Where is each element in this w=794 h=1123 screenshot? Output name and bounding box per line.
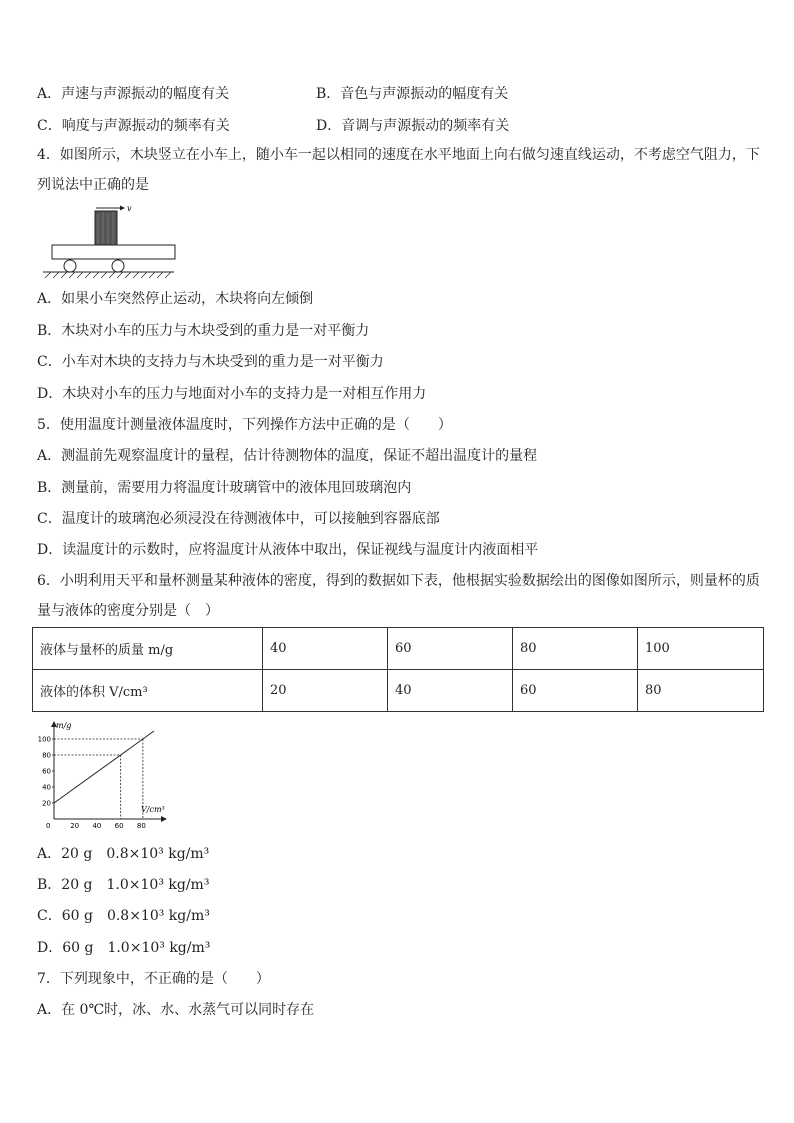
table-cell: 40 xyxy=(388,670,513,712)
q6-option-a: A．20 g 0.8×10³ kg/m³ xyxy=(37,846,210,862)
table-cell: 80 xyxy=(638,670,764,712)
q6-data-table xyxy=(32,627,764,712)
table-cell: 40 xyxy=(263,628,388,670)
graph-y-tick-label: 80 xyxy=(42,751,51,760)
q6-option-c: C．60 g 0.8×10³ kg/m³ xyxy=(37,908,210,924)
table-row xyxy=(33,670,764,712)
cart-block-figure xyxy=(40,204,180,282)
q5-option-a: A．测温前先观察温度计的量程，估计待测物体的温度，保证不超出温度计的量程 xyxy=(37,448,538,464)
table-cell: 100 xyxy=(638,628,764,670)
q5-option-c: C．温度计的玻璃泡必须浸没在待测液体中，可以接触到容器底部 xyxy=(37,511,440,527)
wood-block xyxy=(95,211,117,245)
q3-option-b: B．音色与声源振动的幅度有关 xyxy=(316,86,509,102)
q4-stem: 4．如图所示，木块竖立在小车上，随小车一起以相同的速度在水平地面上向右做匀速直线运动，不考虑空气阻力，下列说法中正确的是 xyxy=(37,147,760,193)
graph-data-line xyxy=(54,731,154,803)
q4-option-c: C．小车对木块的支持力与木块受到的重力是一对平衡力 xyxy=(37,354,384,370)
q7-option-a: A．在 0℃时，冰、水、水蒸气可以同时存在 xyxy=(37,1002,315,1018)
table-cell: 20 xyxy=(263,670,388,712)
q6-option-b: B．20 g 1.0×10³ kg/m³ xyxy=(37,877,210,893)
graph-origin-label: 0 xyxy=(46,822,51,830)
graph-x-tick-label: 40 xyxy=(92,822,102,830)
q5-option-d: D．读温度计的示数时，应将温度计从液体中取出，保证视线与温度计内液面相平 xyxy=(37,542,539,558)
graph-x-axis-label: V/cm³ xyxy=(141,805,165,814)
mass-volume-graph xyxy=(30,719,170,834)
graph-y-tick-label: 60 xyxy=(42,767,51,776)
q3-option-a: A．声速与声源振动的幅度有关 xyxy=(37,86,230,102)
velocity-label: v xyxy=(127,204,132,213)
q3-option-d: D．音调与声源振动的频率有关 xyxy=(316,118,510,134)
table-cell: 60 xyxy=(388,628,513,670)
q5-option-b: B．测量前，需要用力将温度计玻璃管中的液体甩回玻璃泡内 xyxy=(37,480,412,496)
graph-x-tick-label: 80 xyxy=(136,822,146,830)
graph-y-tick-label: 40 xyxy=(42,783,51,792)
cart-wheel-right xyxy=(112,260,124,272)
graph-y-tick-label: 20 xyxy=(42,799,51,808)
graph-y-axis-label: m/g xyxy=(56,721,72,730)
graph-x-tick-label: 20 xyxy=(70,822,80,830)
table-cell: 80 xyxy=(513,628,638,670)
table-row xyxy=(33,628,764,670)
table-row-label: 液体的体积 V/cm³ xyxy=(33,670,263,712)
q7-stem: 7．下列现象中，不正确的是（ ） xyxy=(37,971,270,987)
table-cell: 60 xyxy=(513,670,638,712)
q5-stem: 5．使用温度计测量液体温度时，下列操作方法中正确的是（ ） xyxy=(37,417,452,433)
q4-option-d: D．木块对小车的压力与地面对小车的支持力是一对相互作用力 xyxy=(37,386,427,402)
cart-wheel-left xyxy=(64,260,76,272)
q4-option-b: B．木块对小车的压力与木块受到的重力是一对平衡力 xyxy=(37,323,370,339)
q4-option-a: A．如果小车突然停止运动，木块将向左倾倒 xyxy=(37,291,314,307)
q6-stem: 6．小明利用天平和量杯测量某种液体的密度，得到的数据如下表，他根据实验数据绘出的图像如图所示，则量杯的质量与液体的密度分别是（ ） xyxy=(37,573,760,619)
graph-y-tick-label: 100 xyxy=(37,735,51,744)
q3-option-c: C．响度与声源振动的频率有关 xyxy=(37,118,230,134)
ground-hatching xyxy=(45,272,171,278)
table-row-label: 液体与量杯的质量 m/g xyxy=(33,628,263,670)
cart-body xyxy=(52,245,175,259)
q6-option-d: D．60 g 1.0×10³ kg/m³ xyxy=(37,940,211,956)
graph-x-tick-label: 60 xyxy=(114,822,124,830)
